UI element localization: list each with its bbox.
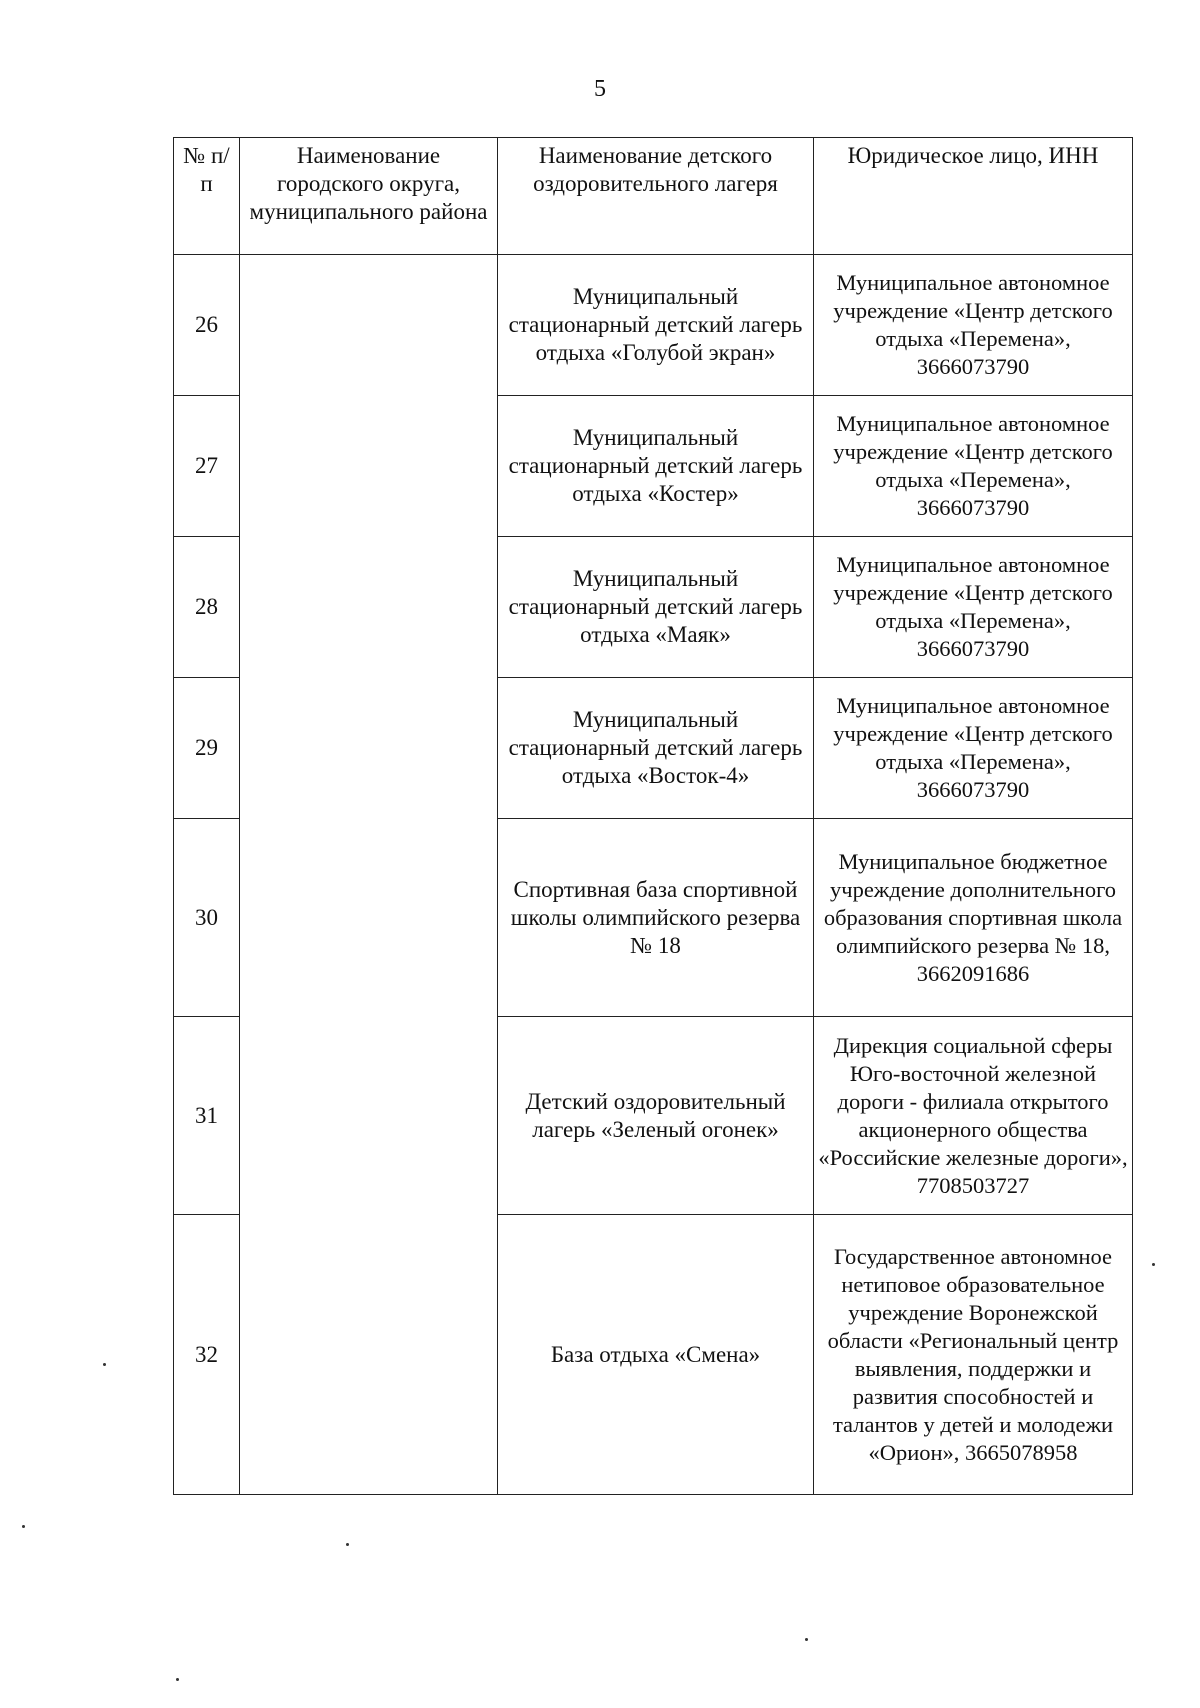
table-header-row (174, 138, 1133, 255)
row-org: Государственное автономное нетиповое образовательное учреждение Воронежской области «Региональный центр выявления, поддержки и развития способностей и талантов у детей и молодежи «Орион», 3665078958 (814, 1215, 1133, 1495)
scan-speck (22, 1525, 25, 1528)
row-org: Муниципальное автономное учреждение «Центр детского отдыха «Перемена», 3666073790 (814, 678, 1133, 819)
row-org: Дирекция социальной сферы Юго-восточной железной дороги - филиала открытого акционерного общества «Российские железные дороги», 7708503727 (814, 1017, 1133, 1215)
row-camp: Муниципальный стационарный детский лагерь отдыха «Восток-4» (498, 678, 814, 819)
scan-speck (1152, 1263, 1155, 1266)
camps-table (173, 137, 1133, 1495)
header-camp: Наименование детского оздоровительного лагеря (498, 138, 814, 255)
scan-speck (103, 1363, 106, 1366)
scan-speck (805, 1638, 808, 1641)
scan-speck (346, 1543, 349, 1546)
row-org: Муниципальное бюджетное учреждение дополнительного образования спортивная школа олимпийского резерва № 18, 3662091686 (814, 819, 1133, 1017)
row-camp: Спортивная база спортивной школы олимпийского резерва № 18 (498, 819, 814, 1017)
row-num: 31 (174, 1017, 240, 1215)
row-num: 28 (174, 537, 240, 678)
row-org: Муниципальное автономное учреждение «Центр детского отдыха «Перемена», 3666073790 (814, 537, 1133, 678)
header-num: № п/п (174, 138, 240, 255)
row-num: 27 (174, 396, 240, 537)
header-org: Юридическое лицо, ИНН (814, 138, 1133, 255)
row-camp: База отдыха «Смена» (498, 1215, 814, 1495)
row-num: 32 (174, 1215, 240, 1495)
scan-speck (176, 1678, 179, 1681)
table-row (174, 255, 1133, 396)
row-camp: Муниципальный стационарный детский лагерь отдыха «Голубой экран» (498, 255, 814, 396)
header-district: Наименование городского округа, муниципального района (240, 138, 498, 255)
row-camp: Детский оздоровительный лагерь «Зеленый огонек» (498, 1017, 814, 1215)
row-org: Муниципальное автономное учреждение «Центр детского отдыха «Перемена», 3666073790 (814, 255, 1133, 396)
row-num: 30 (174, 819, 240, 1017)
district-cell (240, 255, 498, 1495)
row-camp: Муниципальный стационарный детский лагерь отдыха «Маяк» (498, 537, 814, 678)
row-num: 29 (174, 678, 240, 819)
row-camp: Муниципальный стационарный детский лагерь отдыха «Костер» (498, 396, 814, 537)
row-org: Муниципальное автономное учреждение «Центр детского отдыха «Перемена», 3666073790 (814, 396, 1133, 537)
page-number: 5 (594, 76, 606, 102)
row-num: 26 (174, 255, 240, 396)
